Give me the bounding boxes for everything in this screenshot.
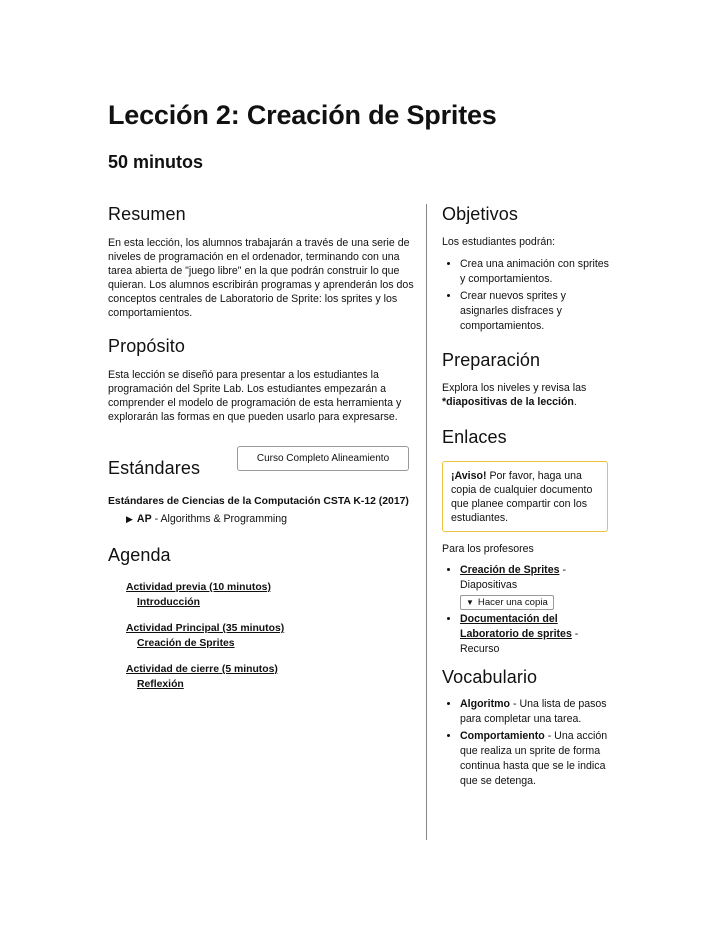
standards-header [108, 446, 414, 486]
links-list [442, 563, 610, 657]
preparacion-bold: *diapositivas de la lección [442, 396, 574, 408]
page-title: Lección 2: Creación de Sprites [108, 100, 497, 130]
resource-suffix: - Diapositivas [460, 564, 566, 591]
list-item: • Crea una animación con sprites y comportamientos. [460, 257, 610, 287]
column-divider [426, 204, 427, 840]
list-item [460, 563, 610, 610]
vocab-term: Algoritmo [460, 698, 511, 710]
section-proposito [108, 336, 414, 424]
section-preparacion [442, 350, 610, 409]
caret-down-icon: ▼ [466, 598, 474, 607]
vocab-definition: - Una acción que realiza un sprite de forma continua hasta que se le indica que se detenga. [460, 730, 608, 787]
lesson-duration: 50 minutos [108, 152, 204, 172]
section-enlaces [442, 427, 610, 657]
agenda-item [126, 580, 414, 610]
standard-text: - Algorithms & Programming [151, 513, 288, 525]
notice-text: Por favor, haga una copia de cualquier documento que planee compartir con los estudiantes. [451, 470, 593, 524]
objetivos-list [442, 257, 610, 334]
preparacion-text-before: Explora los niveles y revisa las [442, 382, 587, 394]
agenda-sublink[interactable]: Reflexión [137, 679, 184, 690]
make-copy-label: Hacer una copia [477, 597, 548, 608]
resumen-heading: Resumen [108, 204, 186, 224]
vocab-definition: - Una lista de pasos para completar una tarea. [460, 698, 607, 725]
vocabulary-list [442, 697, 610, 789]
agenda-link[interactable]: Actividad Principal (35 minutos) [126, 623, 285, 634]
proposito-text: Esta lección se diseñó para presentar a los estudiantes la programación del Sprite Lab. Los estudiantes empezarán a comprender el modelo de programación de esta herramienta y explorarán las formas en que pueden usarlo para expresarse. [108, 369, 402, 423]
notice-box [442, 461, 608, 532]
standard-item-ap[interactable] [126, 513, 414, 525]
section-agenda [108, 545, 414, 692]
standards-framework: Estándares de Ciencias de la Computación CSTA K-12 (2017) [108, 496, 409, 507]
preparacion-heading: Preparación [442, 350, 541, 370]
for-teachers-label: Para los profesores [442, 543, 534, 555]
resource-link[interactable]: Documentación del Laboratorio de sprites [460, 613, 572, 640]
notice-bold: ¡Aviso! [451, 470, 487, 482]
objetivos-intro: Los estudiantes podrán: [442, 236, 556, 248]
objetivos-heading: Objetivos [442, 204, 518, 224]
agenda-link[interactable]: Actividad de cierre (5 minutos) [126, 664, 278, 675]
list-item [460, 729, 610, 789]
estandares-heading: Estándares [108, 458, 201, 478]
left-column [108, 204, 414, 703]
make-copy-button[interactable] [460, 595, 554, 610]
standard-code: AP [136, 513, 152, 525]
agenda-link[interactable]: Actividad previa (10 minutos) [126, 582, 271, 593]
list-item: • Crear nuevos sprites y asignarles disfraces y comportamientos. [460, 289, 610, 334]
agenda-sublink[interactable]: Introducción [137, 597, 200, 608]
agenda-item [126, 662, 414, 692]
resource-link[interactable]: Creación de Sprites [460, 564, 560, 576]
expand-triangle-icon[interactable]: ▶ [126, 514, 133, 524]
agenda-sublink[interactable]: Creación de Sprites [137, 638, 235, 649]
alignment-button[interactable]: Curso Completo Alineamiento [237, 446, 409, 471]
enlaces-heading: Enlaces [442, 427, 507, 447]
vocab-term: Comportamiento [460, 730, 545, 742]
preparacion-text-after: . [573, 396, 577, 408]
section-resumen [108, 204, 414, 320]
resource-suffix: - Recurso [460, 628, 579, 655]
section-estandares [108, 446, 414, 525]
proposito-heading: Propósito [108, 336, 185, 356]
resumen-text: En esta lección, los alumnos trabajarán a través de una serie de niveles de programación en el ordenador, terminando con una tarea abierta de "juego libre" en la que podrán construir lo que quieran. Los alumnos escribirán programas y aprenderán los dos conceptos centrales de Laboratorio de Sprite: los sprites y los comportamientos. [108, 237, 414, 319]
list-item [460, 612, 610, 657]
agenda-item [126, 621, 414, 651]
preparacion-text [442, 381, 610, 409]
section-vocabulario [442, 667, 610, 789]
right-column [442, 204, 610, 789]
list-item [460, 697, 610, 727]
section-objetivos [442, 204, 610, 334]
agenda-heading: Agenda [108, 545, 171, 565]
agenda-list [126, 580, 414, 692]
vocabulario-heading: Vocabulario [442, 667, 538, 687]
